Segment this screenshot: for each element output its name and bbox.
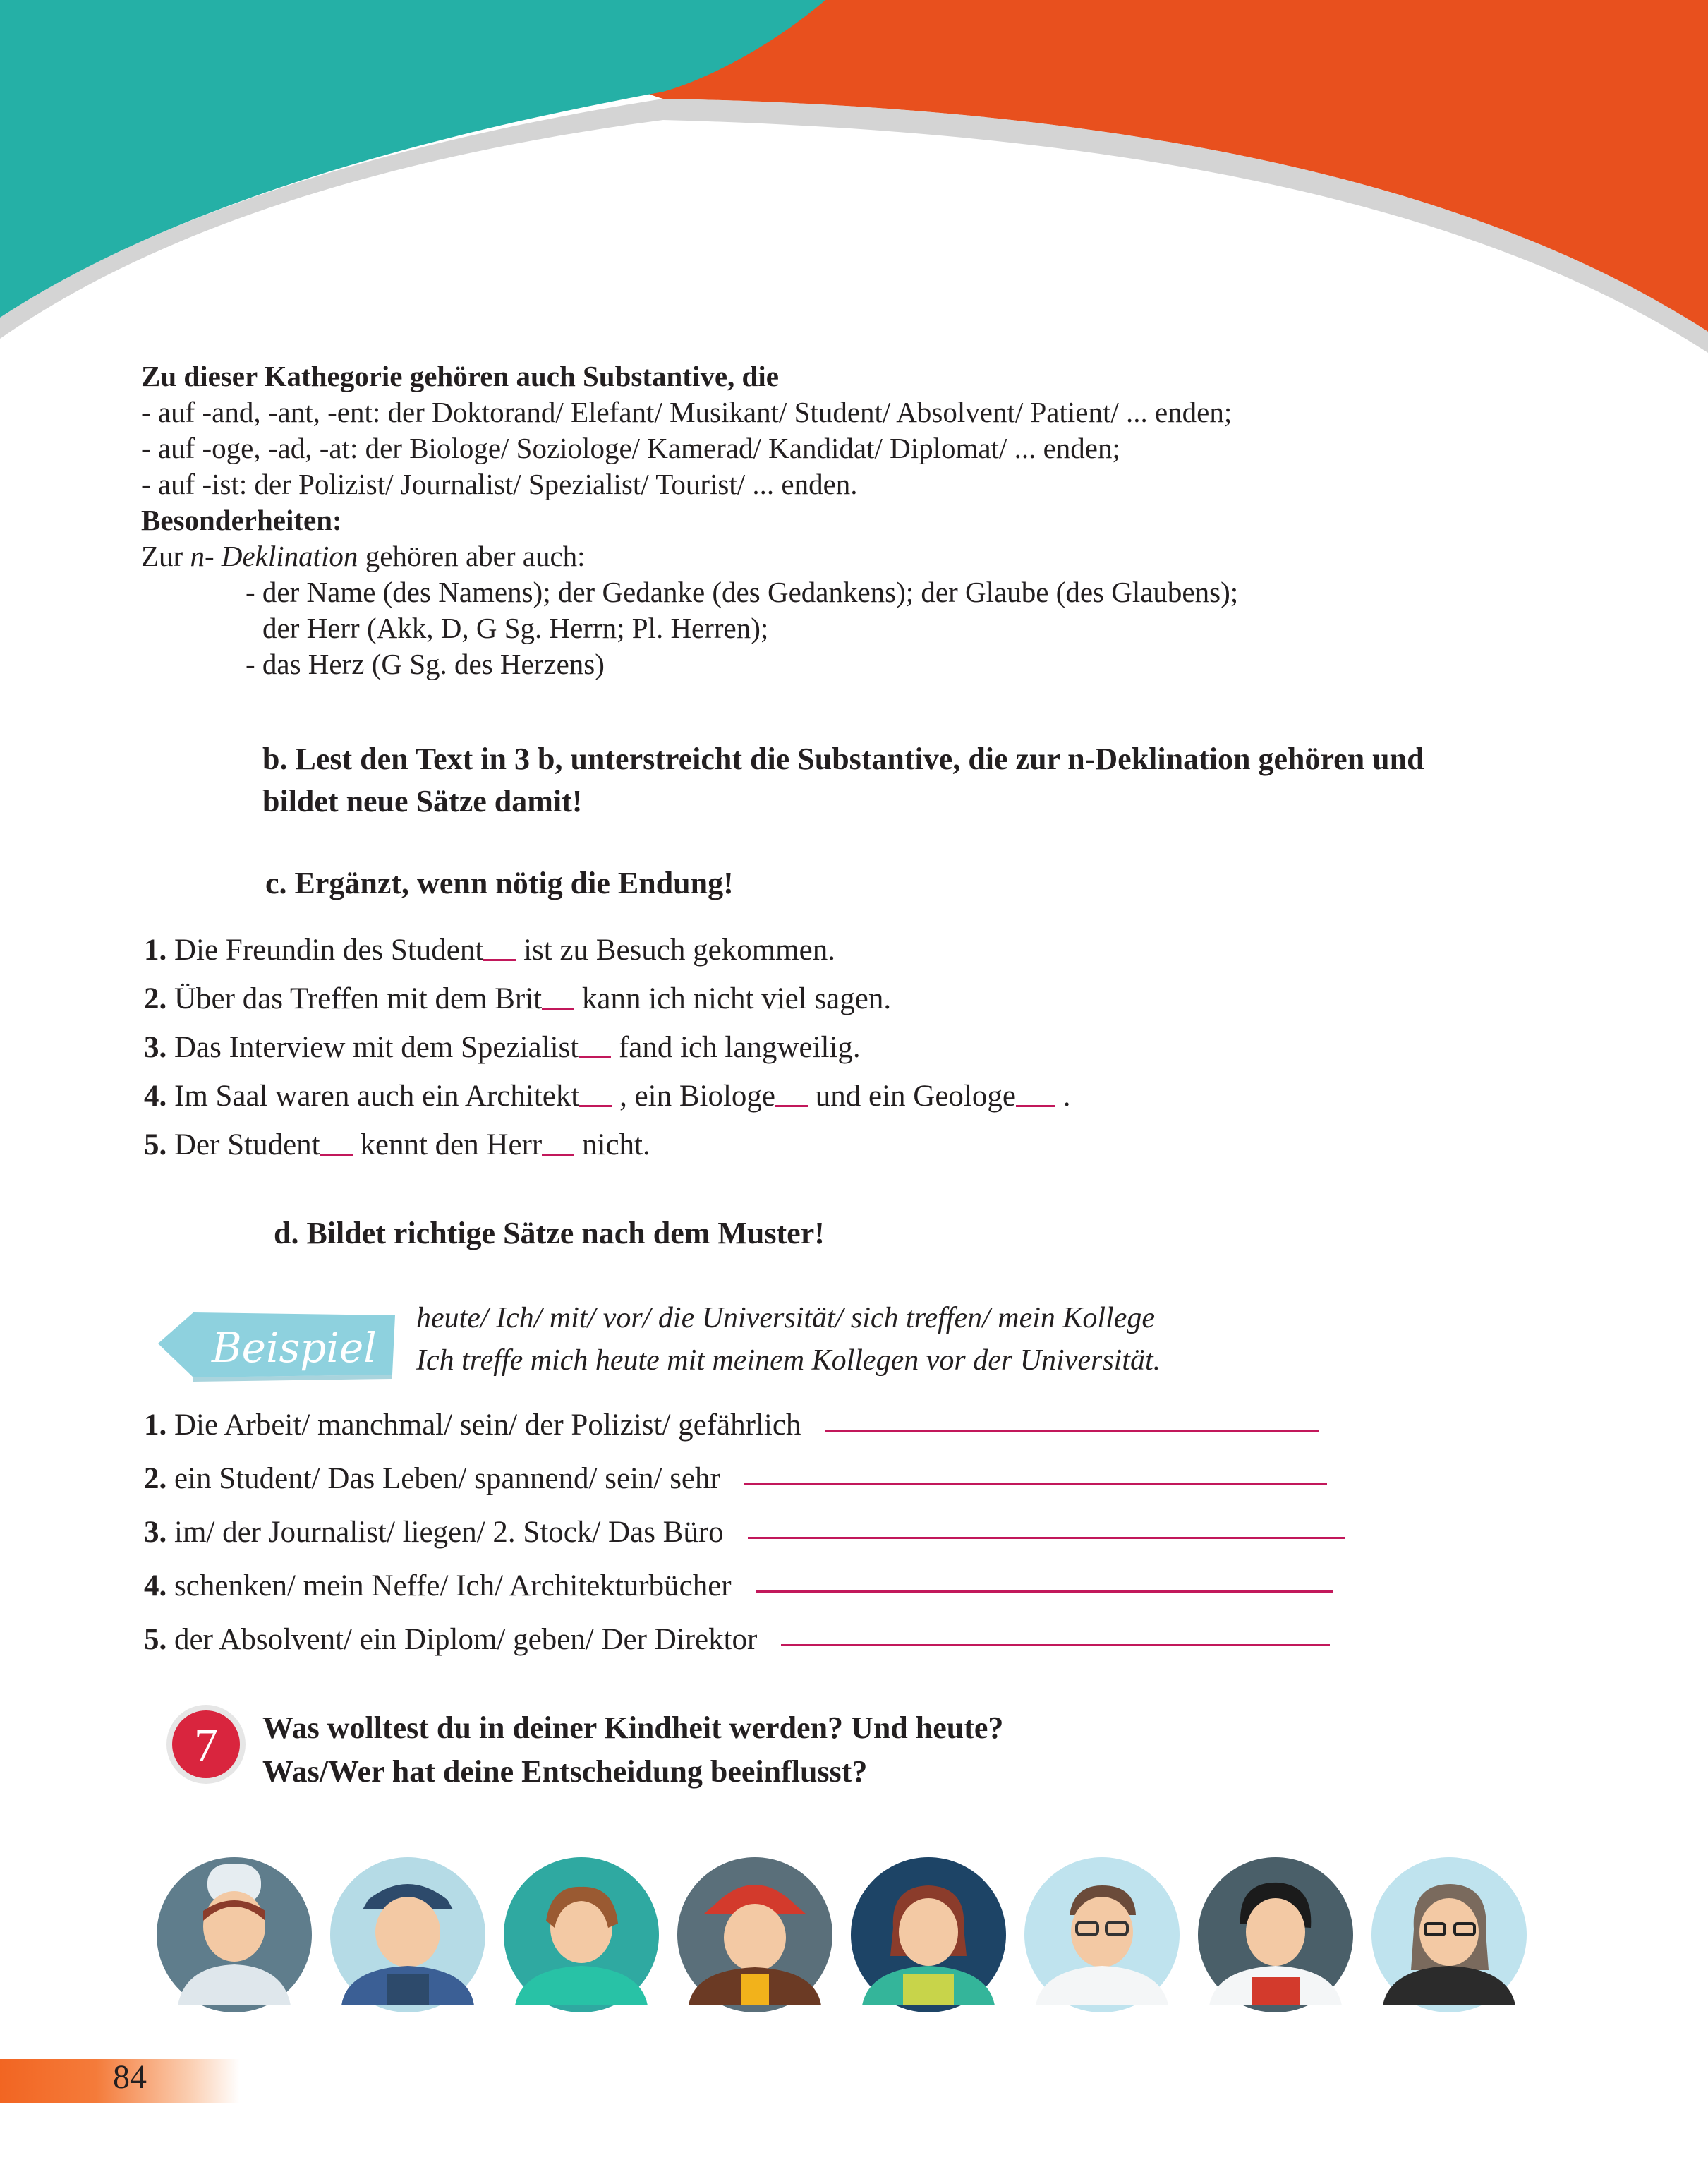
grammar-rules <box>141 358 1587 682</box>
answer-line[interactable] <box>825 1430 1319 1432</box>
list-item: 5. der Absolvent/ ein Diplom/ geben/ Der Direktor <box>144 1613 1345 1667</box>
task-c-title: c. Ergänzt, wenn nötig die Endung! <box>265 866 734 900</box>
zur-line: Zur n- Deklination gehören aber auch: <box>141 540 586 572</box>
waitress-avatar <box>1198 1857 1353 2012</box>
header-decoration <box>0 0 1708 367</box>
list-item: 4. schenken/ mein Neffe/ Ich/ Architekturbücher <box>144 1559 1345 1613</box>
worker-avatar <box>330 1857 485 2012</box>
list-item: 4. Im Saal waren auch ein Architekt , ein Biologe und ein Geologe . <box>144 1072 1070 1121</box>
blank-field[interactable] <box>542 979 574 1010</box>
beispiel-label: Beispiel <box>212 1324 377 1372</box>
doctor-avatar <box>1024 1857 1180 2012</box>
nurse-avatar <box>504 1857 659 2012</box>
exercise-number-badge <box>164 1702 248 1787</box>
exercise7-question: Was wolltest du in deiner Kindheit werden? Und heute? Was/Wer hat deine Entscheidung beeinflusst? <box>262 1710 1004 1789</box>
example-text <box>416 1297 1161 1382</box>
blank-field[interactable] <box>579 1028 611 1058</box>
answer-line[interactable] <box>744 1483 1327 1485</box>
judge-avatar <box>1371 1857 1527 2012</box>
list-item: 5. Der Student kennt den Herr nicht. <box>144 1121 1070 1169</box>
firefighter-avatar <box>677 1857 832 2012</box>
answer-line[interactable] <box>748 1537 1345 1539</box>
task-d-title: d. Bildet richtige Sätze nach dem Muster! <box>274 1216 825 1250</box>
list-item: 2. Über das Treffen mit dem Brit kann ich nicht viel sagen. <box>144 974 1070 1023</box>
list-item: 3. Das Interview mit dem Spezialist fand ich langweilig. <box>144 1023 1070 1072</box>
besonderheiten-heading: Besonderheiten: <box>141 504 342 536</box>
list-item: 1. Die Freundin des Student ist zu Besuch gekommen. <box>144 926 1070 974</box>
example-answer: Ich treffe mich heute mit meinem Kollegen vor der Universität. <box>416 1344 1161 1377</box>
task-c-list <box>144 926 1070 1169</box>
task-d-list <box>144 1399 1345 1667</box>
rules-line: - auf -and, -ant, -ent: der Doktorand/ Elefant/ Musikant/ Student/ Absolvent/ Patient/ ... enden; <box>141 396 1232 428</box>
blank-field[interactable] <box>320 1125 353 1156</box>
list-item: 2. ein Student/ Das Leben/ spannend/ sein/ sehr <box>144 1452 1345 1506</box>
blank-field[interactable] <box>579 1077 612 1107</box>
beispiel-tag <box>148 1298 402 1383</box>
answer-line[interactable] <box>781 1644 1330 1646</box>
blank-field[interactable] <box>1016 1077 1055 1107</box>
special-item: - das Herz (G Sg. des Herzens) <box>246 648 605 680</box>
exercise-number: 7 <box>194 1718 218 1772</box>
blank-field[interactable] <box>542 1125 574 1156</box>
teacher-avatar <box>851 1857 1006 2012</box>
rules-heading: Zu dieser Kathegorie gehören auch Substantive, die <box>141 360 779 392</box>
blank-field[interactable] <box>775 1077 808 1107</box>
page-number: 84 <box>113 2058 147 2096</box>
example-prompt: heute/ Ich/ mit/ vor/ die Universität/ sich treffen/ mein Kollege <box>416 1302 1156 1334</box>
profession-avatars <box>157 1850 1568 2020</box>
task-b-instruction: b. Lest den Text in 3 b, unterstreicht die Substantive, die zur n-Deklination gehören und bildet neue Sätze damit! <box>262 742 1424 819</box>
list-item: 3. im/ der Journalist/ liegen/ 2. Stock/ Das Büro <box>144 1506 1345 1559</box>
special-item: der Herr (Akk, D, G Sg. Herrn; Pl. Herren); <box>262 612 769 644</box>
list-item: 1. Die Arbeit/ manchmal/ sein/ der Polizist/ gefährlich <box>144 1399 1345 1452</box>
chef-avatar <box>157 1857 312 2012</box>
special-item: - der Name (des Namens); der Gedanke (des Gedankens); der Glaube (des Glaubens); <box>246 576 1239 608</box>
answer-line[interactable] <box>756 1590 1333 1593</box>
rules-line: - auf -ist: der Polizist/ Journalist/ Spezialist/ Tourist/ ... enden. <box>141 468 858 500</box>
blank-field[interactable] <box>483 931 516 961</box>
rules-line: - auf -oge, -ad, -at: der Biologe/ Soziologe/ Kamerad/ Kandidat/ Diplomat/ ... enden; <box>141 432 1120 464</box>
